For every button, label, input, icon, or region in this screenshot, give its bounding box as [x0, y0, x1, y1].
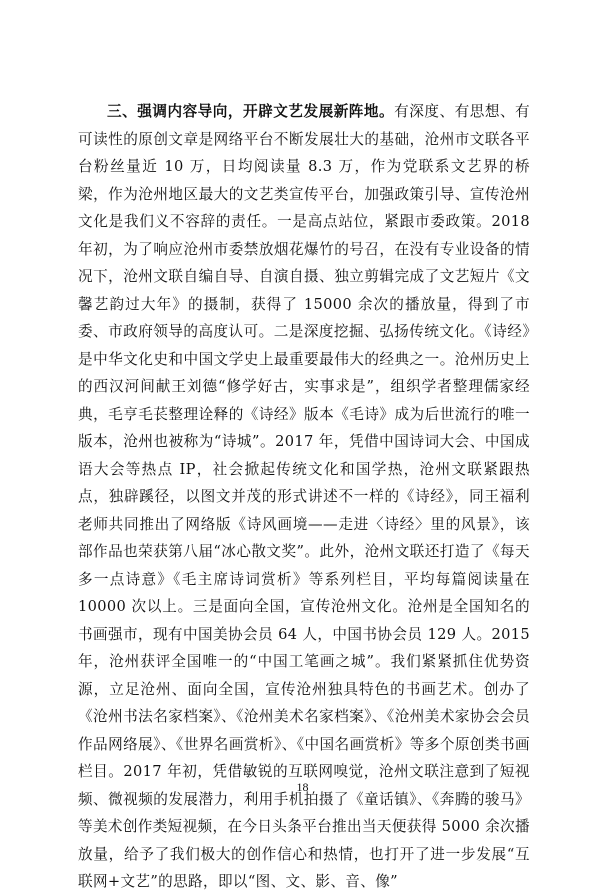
paragraph-body: 有深度、有思想、有可读性的原创文章是网络平台不断发展壮大的基础，沧州市文联各平台粉丝量近 10 万，日均阅读量 8.3 万，作为党联系文艺界的桥梁，作为沧州地区最大的文艺类宣传平台，加强政策引导、宣传沧州文化是我们义不容辞的责任。一是高点站位，紧跟市委政策。2018 年初，为了响应沧州市委禁放烟花爆竹的号召，在没有专业设备的情况下，沧州文联自编自导、自演自摄、独立剪辑完成了文艺短片《文馨艺韵过大年》的摄制，获得了 15000 余次的播放量，得到了市委、市政府领导的高度认可。二是深度挖掘、弘扬传统文化。《诗经》是中华文化史和中国文学史上最重要最伟大的经典之一。沧州历史上的西汉河间献王刘德“修学好古，实事求是”，组织学者整理儒家经典，毛亨毛苌整理诠释的《诗经》版本《毛诗》成为后世流行的唯一版本，沧州也被称为“诗城”。2017 年，凭借中国诗词大会、中国成语大会等热点 IP，社会掀起传统文化和国学热，沧州文联紧跟热点，独辟蹊径，以图文并茂的形式讲述不一样的《诗经》，同王福利老师共同推出了网络版《诗风画境——走进〈诗经〉里的风景》，该部作品也荣获第八届“冰心散文奖”。此外，沧州文联还打造了《每天多一点诗意》《毛主席诗词赏析》等系列栏目，平均每篇阅读量在 10000 次以上。三是面向全国，宣传沧州文化。沧州是全国知名的书画强市，现有中国美协会员 64 人，中国书协会员 129 人。2015 年，沧州获评全国唯一的“中国工笔画之城”。我们紧紧抓住优势资源，立足沧州、面向全国，宣传沧州独具特色的书画艺术。创办了《沧州书法名家档案》、《沧州美术名家档案》、《沧州美术家协会会员作品网络展》、《世界名画赏析》、《中国名画赏析》等多个原创类书画栏目。2017 年初，凭借敏锐的互联网嗅觉，沧州文联注意到了短视频、微视频的发展潜力，利用手机拍摄了《童话镇》、《奔腾的骏马》等美术创作类短视频，在今日头条平台推出当天便获得 5000 余次播放量，给予了我们极大的创作信心和热情，也打开了进一步发展“互联网+文艺”的思路，即以“图、文、影、音、像”	[78, 103, 531, 890]
section-heading: 三、强调内容导向，开辟文艺发展新阵地。	[107, 103, 395, 120]
body-paragraph	[78, 98, 530, 896]
page-number: 18	[296, 780, 309, 794]
